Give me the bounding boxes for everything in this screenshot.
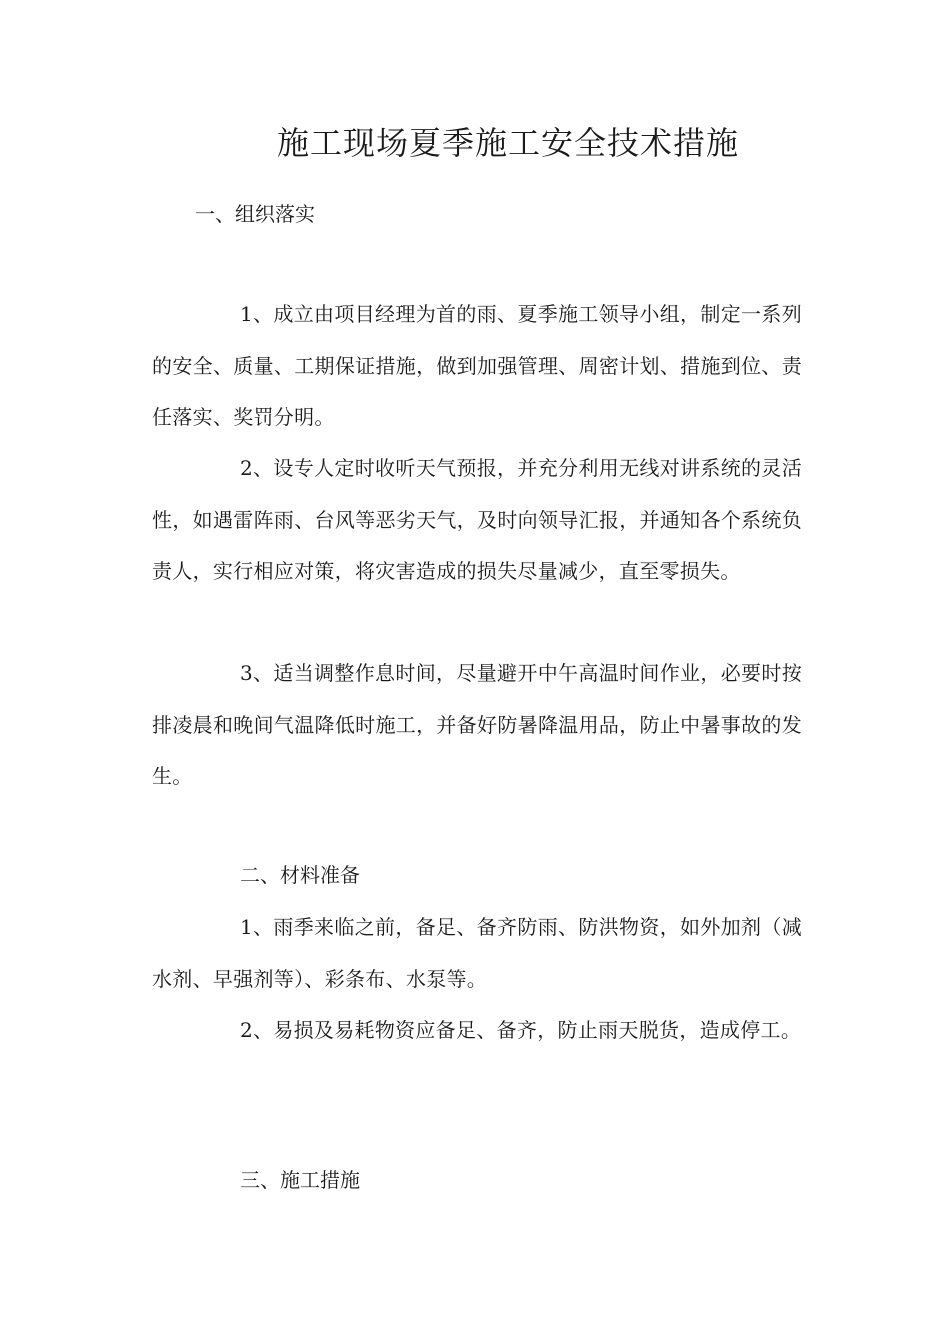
section-heading-construction: 三、施工措施 [240,1168,360,1192]
paragraph-1-1: 1、成立由项目经理为首的雨、夏季施工领导小组，制定一系列的安全、质量、工期保证措施，做到加强管理、周密计划、措施到位、责任落实、奖罚分明。 [152,302,802,429]
paragraph-1-2: 2、设专人定时收听天气预报，并充分利用无线对讲系统的灵活性，如遇雷阵雨、台风等恶劣天气，及时向领导汇报，并通知各个系统负责人，实行相应对策，将灾害造成的损失尽量减少，直至零损失。 [152,456,802,583]
section-heading-organization: 一、组织落实 [195,202,315,226]
paragraph-2-2: 2、易损及易耗物资应备足、备齐，防止雨天脱货，造成停工。 [240,1018,802,1042]
paragraph-2-1: 1、雨季来临之前，备足、备齐防雨、防洪物资，如外加剂（减水剂、早强剂等）、彩条布、水泵等。 [152,915,802,991]
paragraph-1-3: 3、适当调整作息时间，尽量避开中午高温时间作业，必要时按排凌晨和晚间气温降低时施工，并备好防暑降温用品，防止中暑事故的发生。 [152,661,802,788]
section-heading-materials: 二、材料准备 [240,863,360,887]
document-title: 施工现场夏季施工安全技术措施 [276,124,739,162]
